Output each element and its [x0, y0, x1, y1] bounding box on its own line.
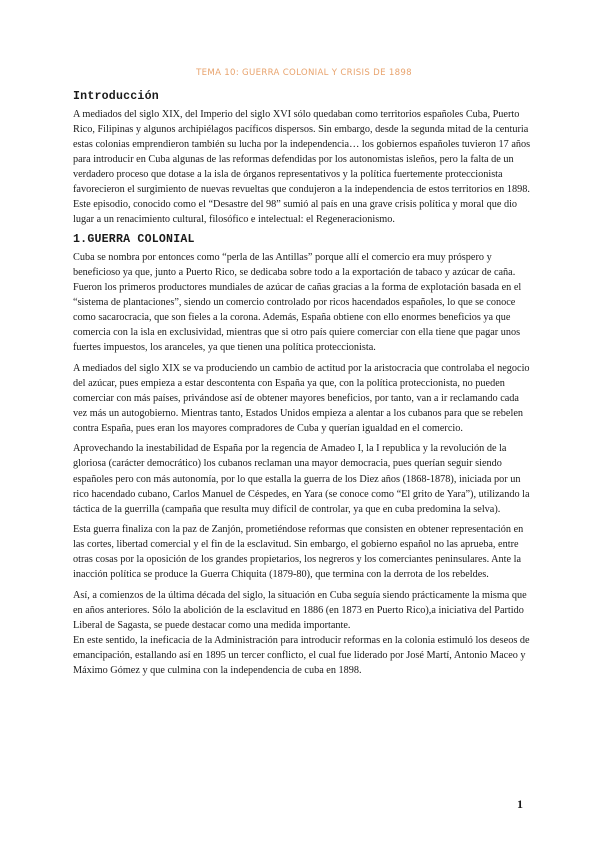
section1-paragraph: En este sentido, la ineficacia de la Administración para introducir reformas en la colonia estimuló los deseos de emancipación, estallando así en 1895 un tercer conflicto, el cual fue liderado por José Martí, Antonio Maceo y Máximo Gómez y que culmina con la independencia de cuba en 1898. [73, 635, 530, 677]
section1-paragraph: Cuba se nombra por entonces como “perla de las Antillas” porque allí el comercio era muy próspero y beneficioso ya que, junto a Puerto Rico, se dedicaba sobre todo a la exportación de tabaco y azúcar de caña. Fueron los primeros productores mundiales de azúcar de cañas gracias a la forma de explotación basada en el “sistema de plantaciones”, siendo un comercio controlado por ricos hacendados españoles, lo que se conoce como sacarocracia, que son fieles a la corona. Además, España obtiene con ello enormes beneficios ya que comercia con la isla en exclusividad, mientras que si otro país quiere comerciar con ella tiene que pagar unos fuertes impuestos, los aranceles, ya que tienen una política proteccionista. [73, 251, 522, 354]
section1-paragraph: Aprovechando la inestabilidad de España por la regencia de Amadeo I, la I republica y la revolución de la gloriosa (carácter democrático) los cubanos reclaman una mayor democracia, pues querían seguir siendo españoles pero con más autonomía, por lo que estalla la guerra de los Diez años (1868-1878), iniciada por un rico hacendado cubano, Carlos Manuel de Céspedes, en Yara (se conoce como “El grito de Yara”), utilizando la táctica de la guerrilla (campaña que resulta muy difícil de controlar, ya que en cuba predomina la selva). [73, 443, 530, 515]
page-title: TEMA 10: GUERRA COLONIAL Y CRISIS DE 1898 [196, 68, 412, 78]
intro-heading: Introducción [73, 90, 159, 103]
section1-paragraph: Así, a comienzos de la última década del siglo, la situación en Cuba seguía siendo prácticamente la misma que en años anteriores. Sólo la abolición de la esclavitud en 1886 (en 1873 en Puerto Rico),a iniciativa del Partido Liberal de Sagasta, se puede destacar como una medida importante. [73, 589, 527, 631]
section1-heading: 1.GUERRA COLONIAL [73, 232, 195, 246]
intro-paragraph: A mediados del siglo XIX, del Imperio del siglo XVI sólo quedaban como territorios españoles Cuba, Puerto Rico, Filipinas y algunos archipiélagos pacíficos dispersos. Sin embargo, desde la segunda mitad de la centuria estas colonias emprendieron también su lucha por la independencia… los gobiernos españoles tuvieron 17 años para introducir en Cuba algunas de las reformas defendidas por los autonomistas isleños, pero la falta de un verdadero proceso que dotase a la isla de órganos representativos y la política fuertemente proteccionista favorecieron el surgimiento de nuevas revueltas que condujeron a la independencia de estos territorios en 1898. Este episodio, conocido como el “Desastre del 98” sumió al país en una grave crisis política y moral que dio lugar a un renacimiento cultural, filosófico e intelectual: el Regeneracionismo. [73, 109, 531, 226]
page-number: 1 [517, 797, 523, 811]
document-page [73, 68, 535, 678]
section1-paragraph: Esta guerra finaliza con la paz de Zanjón, prometiéndose reformas que consisten en obtener representación en las cortes, libertad comercial y el fin de la esclavitud. Sin embargo, el gobierno español no las aprueba, entre otras cosas por la oposición de los grandes propietarios, los negreros y los comerciantes peninsulares. Ante la inacción política se produce la Guerra Chiquita (1879-80), que termina con la derrota de los rebeldes. [73, 524, 524, 581]
section1-paragraph: A mediados del siglo XIX se va produciendo un cambio de actitud por la aristocracia que controlaba el negocio del azúcar, pues empieza a estar descontenta con España ya que, con la política proteccionista, no pueden comerciar con más países, privándose así de obtener mayores beneficios, por tanto, van a ir reclamando cada vez más un autogobierno. Mientras tanto, Estados Unidos empieza a alentar a los cubanos para que se rebelen contra España, pues eran los mayores compradores de Cuba y querían igualdad en el comercio. [73, 362, 530, 434]
